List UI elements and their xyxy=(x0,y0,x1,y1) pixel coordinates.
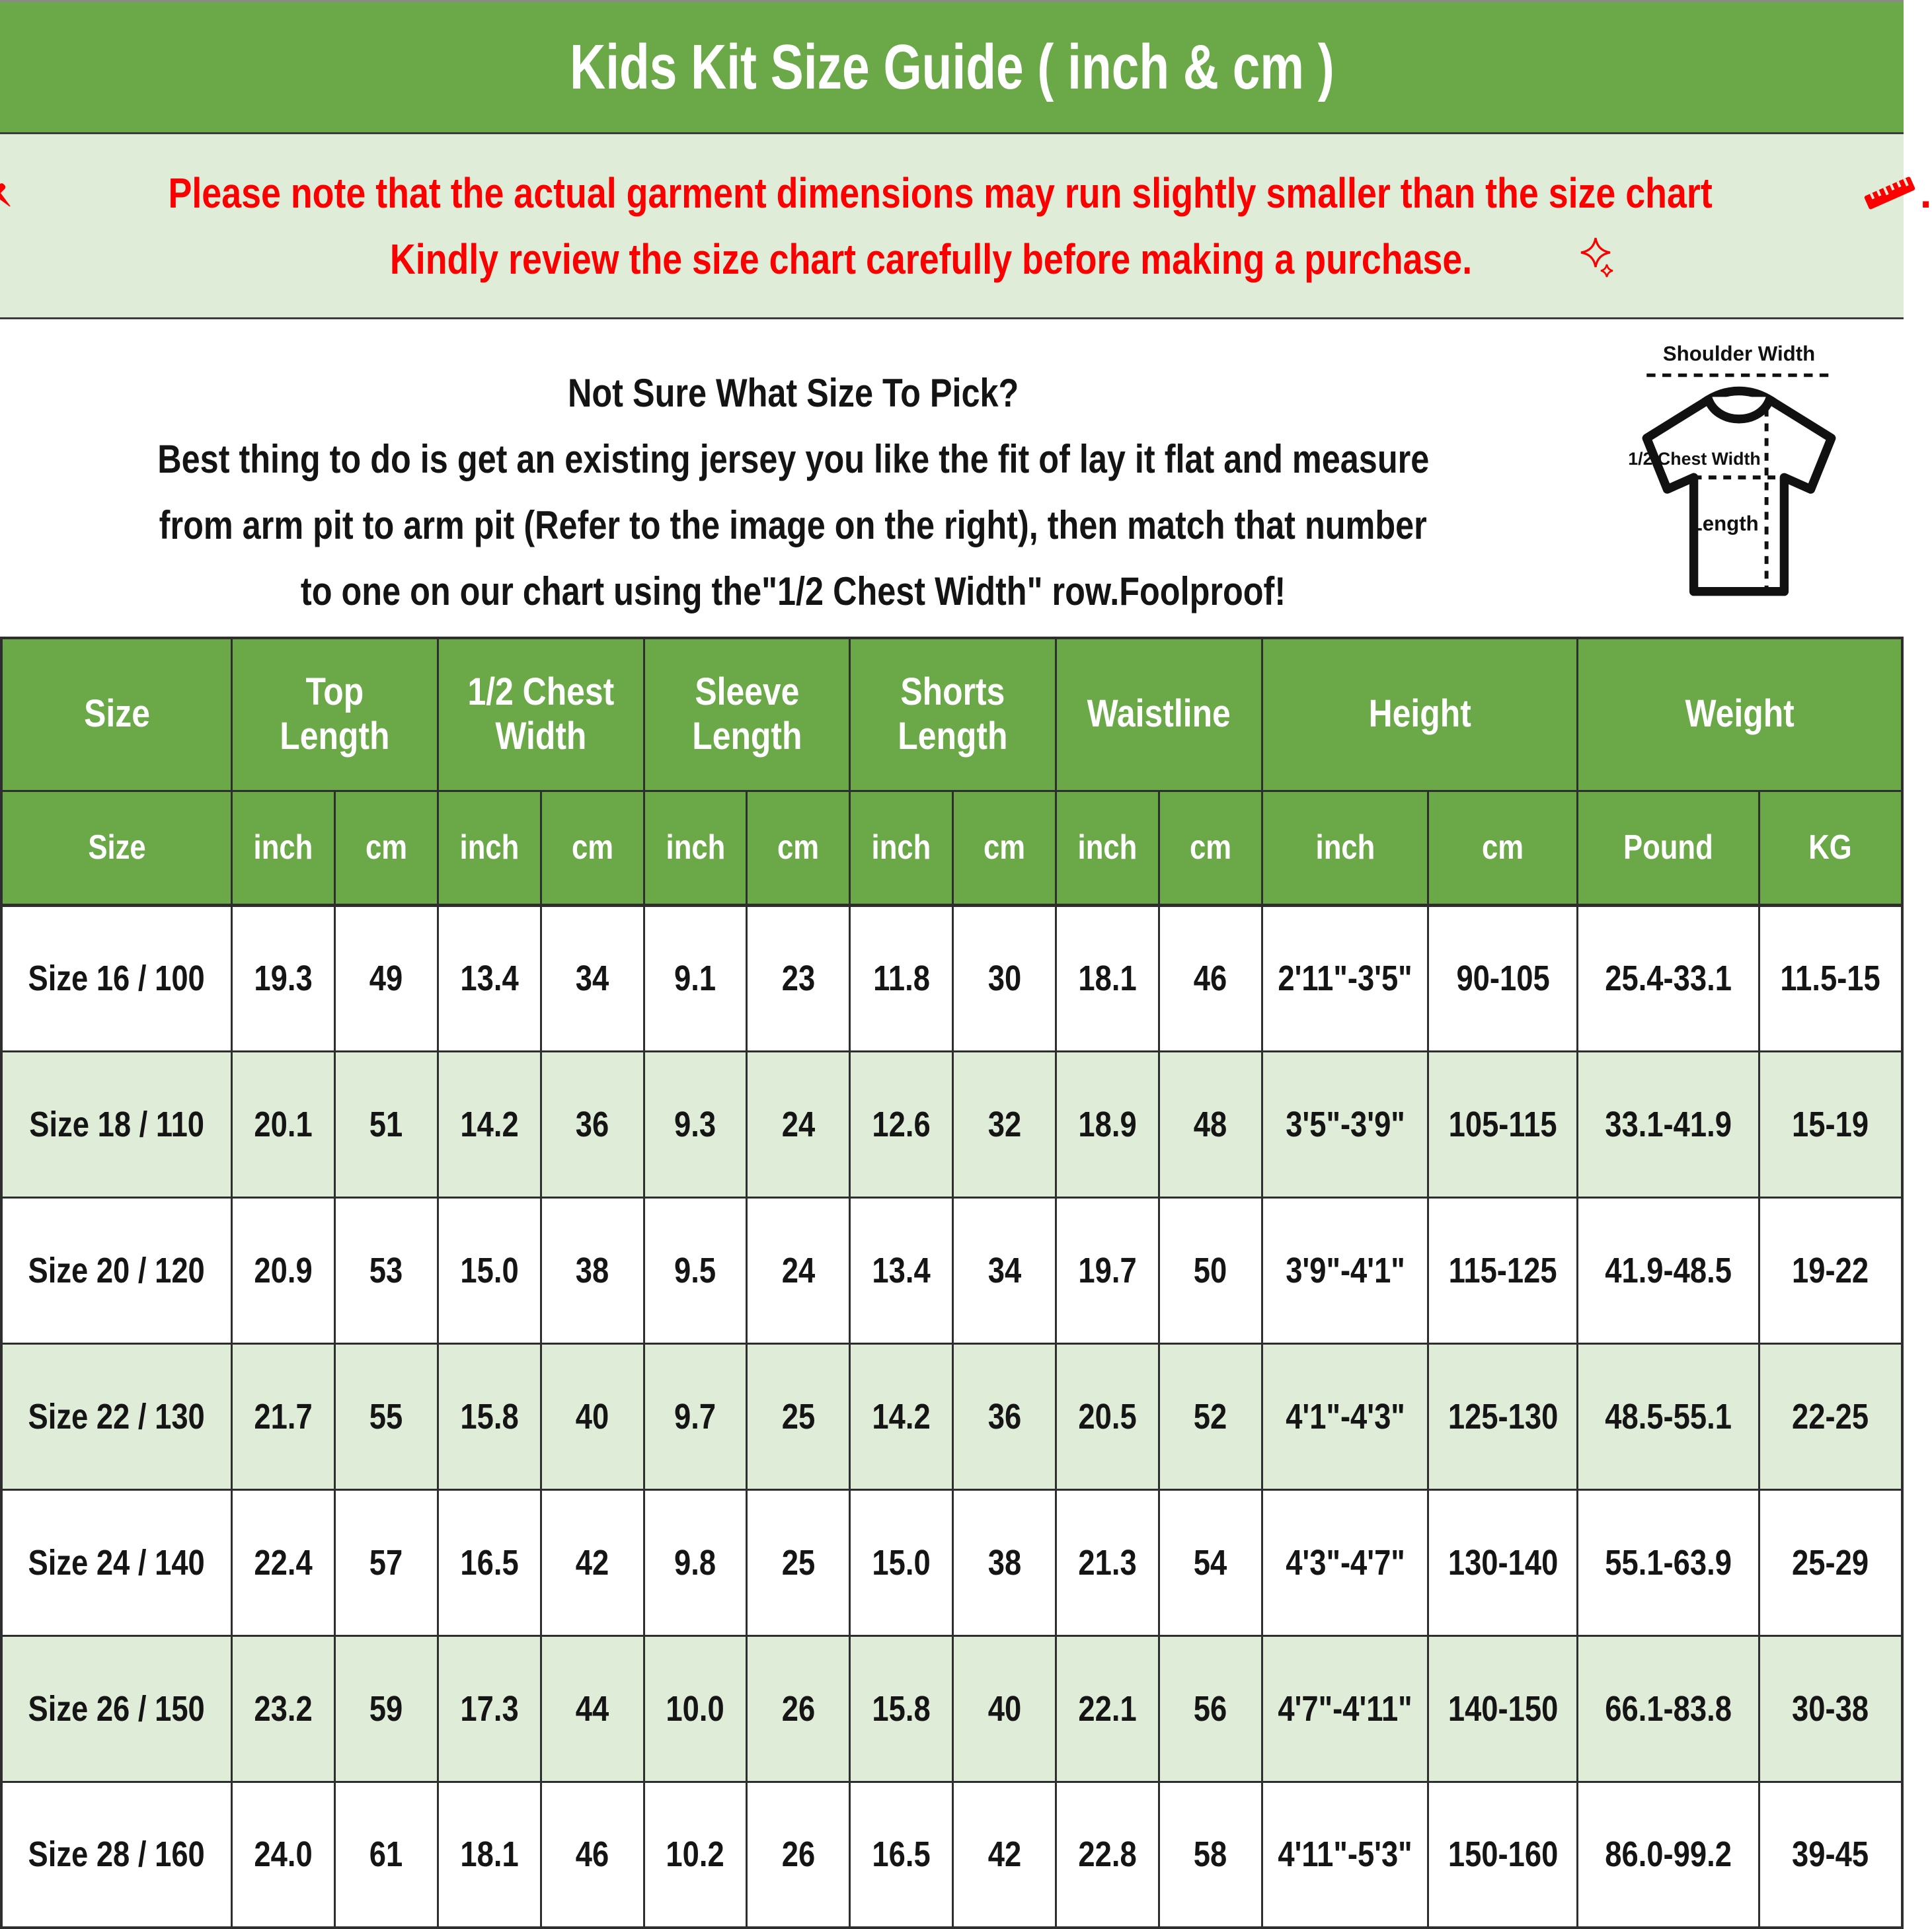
value-cell: 19-22 xyxy=(1759,1197,1902,1343)
value-cell: 36 xyxy=(953,1343,1056,1489)
value-cell: 32 xyxy=(953,1051,1056,1197)
unit-cm: cm xyxy=(1428,791,1578,905)
header-unit-row xyxy=(1,791,1902,905)
col-height: Height xyxy=(1262,638,1577,791)
value-cell: 57 xyxy=(334,1489,438,1635)
sparkles-icon xyxy=(1576,235,1617,283)
value-cell: 15.0 xyxy=(850,1489,953,1635)
sizing-help-section xyxy=(0,319,1904,637)
value-cell: 16.5 xyxy=(438,1489,541,1635)
value-cell: 15.8 xyxy=(438,1343,541,1489)
value-cell: 24 xyxy=(747,1197,850,1343)
table-row xyxy=(1,1197,1902,1343)
unit-inch: inch xyxy=(644,791,747,905)
help-line-1: Best thing to do is get an existing jersey you like the fit of lay it flat and measure xyxy=(157,437,1430,481)
value-cell: 55.1-63.9 xyxy=(1578,1489,1759,1635)
unit-kg: KG xyxy=(1759,791,1902,905)
table-row xyxy=(1,1635,1902,1782)
value-cell: 25 xyxy=(747,1489,850,1635)
value-cell: 51 xyxy=(334,1051,438,1197)
unit-inch: inch xyxy=(850,791,953,905)
value-cell: 20.9 xyxy=(232,1197,335,1343)
value-cell: 130-140 xyxy=(1428,1489,1578,1635)
value-cell: 90-105 xyxy=(1428,905,1578,1051)
ruler-icon xyxy=(1859,169,1920,217)
value-cell: 41.9-48.5 xyxy=(1578,1197,1759,1343)
value-cell: 86.0-99.2 xyxy=(1578,1782,1759,1928)
notice-text-1: Please note that the actual garment dimensions may run slightly smaller than the size chart xyxy=(167,169,1713,217)
header-group-row xyxy=(1,638,1902,791)
half-chest-width-label: 1/2 Chest Width xyxy=(1628,448,1761,469)
value-cell: 2'11"-3'5" xyxy=(1262,905,1428,1051)
value-cell: 38 xyxy=(541,1197,644,1343)
value-cell: 52 xyxy=(1159,1343,1262,1489)
value-cell: 4'1"-4'3" xyxy=(1262,1343,1428,1489)
size-cell: Size 18 / 110 xyxy=(1,1051,232,1197)
col-shorts-length: Shorts Length xyxy=(850,638,1056,791)
size-cell: Size 20 / 120 xyxy=(1,1197,232,1343)
value-cell: 150-160 xyxy=(1428,1782,1578,1928)
value-cell: 55 xyxy=(334,1343,438,1489)
col-weight: Weight xyxy=(1578,638,1902,791)
notice-period: . xyxy=(1919,169,1932,217)
value-cell: 22.4 xyxy=(232,1489,335,1635)
value-cell: 13.4 xyxy=(850,1197,953,1343)
value-cell: 9.3 xyxy=(644,1051,747,1197)
value-cell: 34 xyxy=(541,905,644,1051)
page-title: Kids Kit Size Guide ( inch & cm ) xyxy=(569,31,1334,102)
value-cell: 49 xyxy=(334,905,438,1051)
value-cell: 21.7 xyxy=(232,1343,335,1489)
size-table-header xyxy=(1,638,1902,905)
value-cell: 23 xyxy=(747,905,850,1051)
value-cell: 4'11"-5'3" xyxy=(1262,1782,1428,1928)
pushpin-icon xyxy=(0,169,21,217)
col-waistline: Waistline xyxy=(1056,638,1262,791)
size-cell: Size 22 / 130 xyxy=(1,1343,232,1489)
value-cell: 11.5-15 xyxy=(1759,905,1902,1051)
value-cell: 18.1 xyxy=(1056,905,1159,1051)
value-cell: 16.5 xyxy=(850,1782,953,1928)
unit-cm: cm xyxy=(1159,791,1262,905)
unit-size: Size xyxy=(1,791,232,905)
value-cell: 15.8 xyxy=(850,1635,953,1782)
value-cell: 39-45 xyxy=(1759,1782,1902,1928)
value-cell: 24 xyxy=(747,1051,850,1197)
value-cell: 20.1 xyxy=(232,1051,335,1197)
value-cell: 54 xyxy=(1159,1489,1262,1635)
value-cell: 3'9"-4'1" xyxy=(1262,1197,1428,1343)
unit-cm: cm xyxy=(541,791,644,905)
value-cell: 140-150 xyxy=(1428,1635,1578,1782)
unit-cm: cm xyxy=(747,791,850,905)
unit-cm: cm xyxy=(334,791,438,905)
value-cell: 9.8 xyxy=(644,1489,747,1635)
notice-line-1 xyxy=(0,169,1932,217)
value-cell: 9.7 xyxy=(644,1343,747,1489)
col-sleeve-length: Sleeve Length xyxy=(644,638,850,791)
value-cell: 22.8 xyxy=(1056,1782,1159,1928)
title-bar xyxy=(0,2,1904,134)
value-cell: 30 xyxy=(953,905,1056,1051)
size-cell: Size 26 / 150 xyxy=(1,1635,232,1782)
value-cell: 66.1-83.8 xyxy=(1578,1635,1759,1782)
value-cell: 19.3 xyxy=(232,905,335,1051)
value-cell: 17.3 xyxy=(438,1635,541,1782)
value-cell: 10.2 xyxy=(644,1782,747,1928)
value-cell: 48.5-55.1 xyxy=(1578,1343,1759,1489)
notice-text-2: Kindly review the size chart carefully before making a purchase. xyxy=(390,235,1473,283)
value-cell: 53 xyxy=(334,1197,438,1343)
value-cell: 3'5"-3'9" xyxy=(1262,1051,1428,1197)
value-cell: 20.5 xyxy=(1056,1343,1159,1489)
size-cell: Size 16 / 100 xyxy=(1,905,232,1051)
value-cell: 125-130 xyxy=(1428,1343,1578,1489)
col-size: Size xyxy=(1,638,232,791)
value-cell: 15.0 xyxy=(438,1197,541,1343)
table-row xyxy=(1,1051,1902,1197)
value-cell: 30-38 xyxy=(1759,1635,1902,1782)
value-cell: 25-29 xyxy=(1759,1489,1902,1635)
value-cell: 44 xyxy=(541,1635,644,1782)
value-cell: 9.1 xyxy=(644,905,747,1051)
col-half-chest-width: 1/2 Chest Width xyxy=(438,638,644,791)
value-cell: 11.8 xyxy=(850,905,953,1051)
value-cell: 34 xyxy=(953,1197,1056,1343)
value-cell: 24.0 xyxy=(232,1782,335,1928)
value-cell: 56 xyxy=(1159,1635,1262,1782)
unit-inch: inch xyxy=(1056,791,1159,905)
value-cell: 46 xyxy=(1159,905,1262,1051)
value-cell: 18.9 xyxy=(1056,1051,1159,1197)
value-cell: 12.6 xyxy=(850,1051,953,1197)
value-cell: 26 xyxy=(747,1635,850,1782)
value-cell: 105-115 xyxy=(1428,1051,1578,1197)
value-cell: 4'3"-4'7" xyxy=(1262,1489,1428,1635)
unit-cm: cm xyxy=(953,791,1056,905)
value-cell: 59 xyxy=(334,1635,438,1782)
value-cell: 115-125 xyxy=(1428,1197,1578,1343)
value-cell: 50 xyxy=(1159,1197,1262,1343)
value-cell: 42 xyxy=(953,1782,1056,1928)
size-cell: Size 24 / 140 xyxy=(1,1489,232,1635)
value-cell: 26 xyxy=(747,1782,850,1928)
length-label: Length xyxy=(1689,512,1759,535)
help-heading: Not Sure What Size To Pick? xyxy=(567,371,1019,415)
value-cell: 22.1 xyxy=(1056,1635,1159,1782)
unit-inch: inch xyxy=(1262,791,1428,905)
value-cell: 25.4-33.1 xyxy=(1578,905,1759,1051)
table-row xyxy=(1,905,1902,1051)
value-cell: 46 xyxy=(541,1782,644,1928)
table-row xyxy=(1,1782,1902,1928)
value-cell: 42 xyxy=(541,1489,644,1635)
value-cell: 15-19 xyxy=(1759,1051,1902,1197)
value-cell: 48 xyxy=(1159,1051,1262,1197)
value-cell: 18.1 xyxy=(438,1782,541,1928)
notice-banner xyxy=(0,134,1932,319)
tshirt-measure-diagram xyxy=(1592,334,1886,622)
shoulder-width-label: Shoulder Width xyxy=(1662,342,1816,366)
value-cell: 19.7 xyxy=(1056,1197,1159,1343)
value-cell: 22-25 xyxy=(1759,1343,1902,1489)
value-cell: 61 xyxy=(334,1782,438,1928)
size-cell: Size 28 / 160 xyxy=(1,1782,232,1928)
value-cell: 40 xyxy=(953,1635,1056,1782)
value-cell: 25 xyxy=(747,1343,850,1489)
value-cell: 58 xyxy=(1159,1782,1262,1928)
value-cell: 36 xyxy=(541,1051,644,1197)
value-cell: 21.3 xyxy=(1056,1489,1159,1635)
value-cell: 33.1-41.9 xyxy=(1578,1051,1759,1197)
notice-line-2 xyxy=(287,235,1616,284)
value-cell: 10.0 xyxy=(644,1635,747,1782)
value-cell: 38 xyxy=(953,1489,1056,1635)
col-top-length: Top Length xyxy=(232,638,438,791)
value-cell: 14.2 xyxy=(850,1343,953,1489)
value-cell: 4'7"-4'11" xyxy=(1262,1635,1428,1782)
unit-inch: inch xyxy=(438,791,541,905)
sizing-help-text xyxy=(0,319,1586,625)
size-table-body xyxy=(1,905,1902,1928)
value-cell: 9.5 xyxy=(644,1197,747,1343)
value-cell: 40 xyxy=(541,1343,644,1489)
unit-pound: Pound xyxy=(1578,791,1759,905)
help-line-2: from arm pit to arm pit (Refer to the image on the right), then match that number xyxy=(159,503,1428,547)
table-row xyxy=(1,1343,1902,1489)
help-line-3: to one on our chart using the"1/2 Chest Width" row.Foolproof! xyxy=(300,569,1286,613)
table-row xyxy=(1,1489,1902,1635)
unit-inch: inch xyxy=(232,791,335,905)
value-cell: 23.2 xyxy=(232,1635,335,1782)
size-table xyxy=(0,637,1904,1929)
value-cell: 14.2 xyxy=(438,1051,541,1197)
value-cell: 13.4 xyxy=(438,905,541,1051)
